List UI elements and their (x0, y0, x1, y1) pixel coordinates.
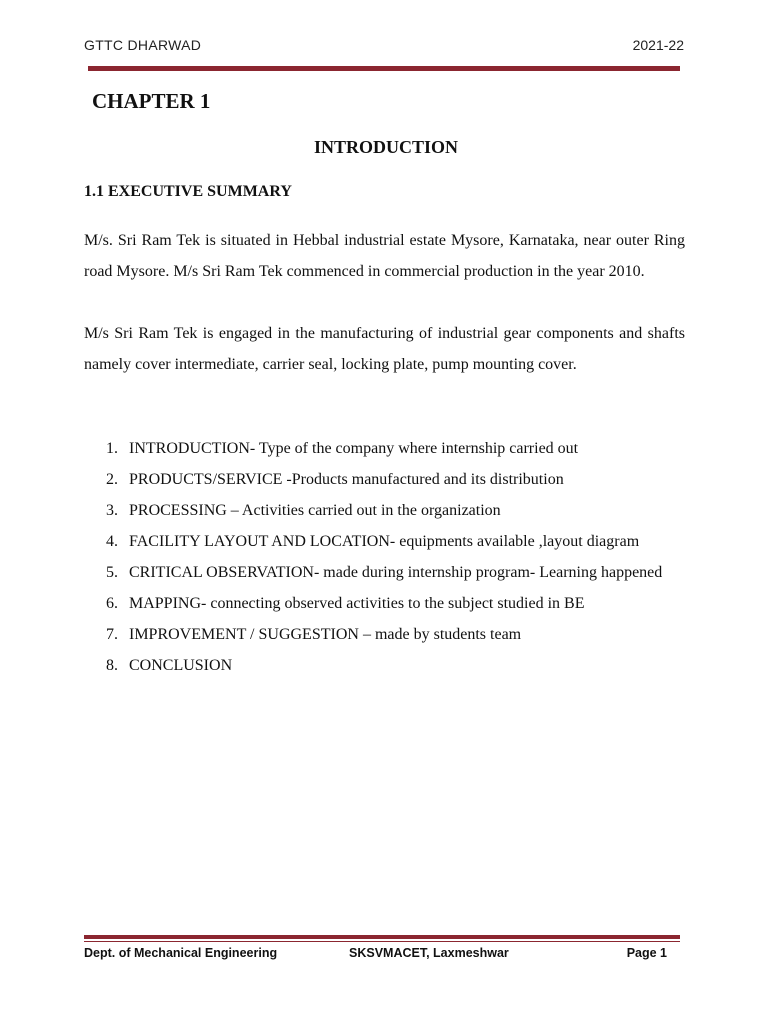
summary-paragraph-2: M/s Sri Ram Tek is engaged in the manufacturing of industrial gear components and shafts namely cover intermediate, carrier seal, locking plate, pump mounting cover. (84, 325, 685, 373)
summary-paragraph-1: M/s. Sri Ram Tek is situated in Hebbal industrial estate Mysore, Karnataka, near outer Ring road Mysore. M/s Sri Ram Tek commenced in commercial production in the year 2010. (84, 232, 685, 280)
list-item (106, 557, 685, 588)
list-item (106, 464, 685, 495)
contents-list (106, 433, 685, 681)
list-item-number: 5. (106, 564, 118, 581)
list-item-text: PRODUCTS/SERVICE -Products manufactured and its distribution (129, 471, 564, 488)
list-item-text: FACILITY LAYOUT AND LOCATION- equipments available ,layout diagram (129, 533, 640, 550)
list-item-number: 3. (106, 502, 118, 519)
footer-department: Dept. of Mechanical Engineering (84, 946, 278, 960)
list-item-text: PROCESSING – Activities carried out in the organization (129, 502, 501, 519)
list-item (106, 588, 685, 619)
footer-college: SKSVMACET, Laxmeshwar (349, 946, 509, 960)
list-item-text: CONCLUSION (129, 657, 233, 674)
header-divider (88, 66, 680, 71)
list-item (106, 526, 685, 557)
chapter-heading: CHAPTER 1 (92, 89, 211, 113)
section-heading: 1.1 EXECUTIVE SUMMARY (84, 183, 292, 200)
list-item (106, 650, 685, 681)
list-item-number: 1. (106, 440, 118, 457)
footer-divider-thick (84, 935, 680, 939)
list-item-number: 6. (106, 595, 118, 612)
footer-divider-thin (84, 941, 680, 942)
header-year: 2021-22 (632, 37, 684, 53)
list-item-text: INTRODUCTION- Type of the company where internship carried out (129, 440, 579, 457)
list-item (106, 619, 685, 650)
list-item-number: 4. (106, 533, 118, 550)
list-item-text: CRITICAL OBSERVATION- made during internship program- Learning happened (129, 564, 663, 581)
list-item-text: IMPROVEMENT / SUGGESTION – made by students team (129, 626, 522, 643)
list-item-number: 8. (106, 657, 118, 674)
footer-page-number: Page 1 (626, 946, 667, 960)
list-item-number: 2. (106, 471, 118, 488)
list-item-text: MAPPING- connecting observed activities to the subject studied in BE (129, 595, 585, 612)
list-item (106, 495, 685, 526)
page-title: INTRODUCTION (313, 137, 459, 157)
list-item (106, 433, 685, 464)
list-item-number: 7. (106, 626, 118, 643)
header-org: GTTC DHARWAD (84, 37, 202, 53)
